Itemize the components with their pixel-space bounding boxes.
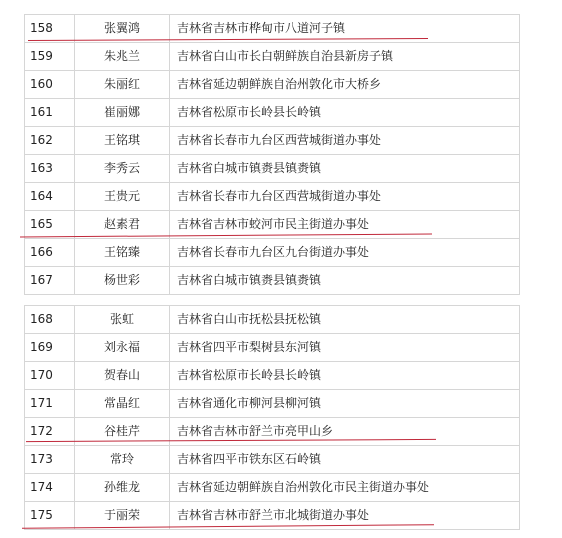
table-row bbox=[25, 446, 520, 474]
address: 吉林省吉林市蛟河市民主街道办事处 bbox=[170, 211, 520, 239]
table-row bbox=[25, 390, 520, 418]
table-row bbox=[25, 418, 520, 446]
row-number: 171 bbox=[25, 390, 75, 418]
address: 吉林省长春市九台区西营城街道办事处 bbox=[170, 127, 520, 155]
row-number: 174 bbox=[25, 474, 75, 502]
person-name: 刘永福 bbox=[75, 334, 170, 362]
person-name: 李秀云 bbox=[75, 155, 170, 183]
person-name: 常晶红 bbox=[75, 390, 170, 418]
table-row bbox=[25, 15, 520, 43]
table-gap bbox=[0, 296, 562, 304]
address: 吉林省白城市镇赉县镇赉镇 bbox=[170, 267, 520, 295]
table-row bbox=[25, 155, 520, 183]
table-row bbox=[25, 43, 520, 71]
row-number: 161 bbox=[25, 99, 75, 127]
roster-table-bottom bbox=[24, 305, 520, 530]
person-name: 常玲 bbox=[75, 446, 170, 474]
address: 吉林省吉林市舒兰市亮甲山乡 bbox=[170, 418, 520, 446]
row-number: 167 bbox=[25, 267, 75, 295]
row-number: 168 bbox=[25, 306, 75, 334]
row-number: 158 bbox=[25, 15, 75, 43]
address: 吉林省白山市长白朝鲜族自治县新房子镇 bbox=[170, 43, 520, 71]
table-row bbox=[25, 99, 520, 127]
table-row bbox=[25, 362, 520, 390]
table-row bbox=[25, 267, 520, 295]
row-number: 173 bbox=[25, 446, 75, 474]
address: 吉林省松原市长岭县长岭镇 bbox=[170, 362, 520, 390]
table-row bbox=[25, 306, 520, 334]
person-name: 贺春山 bbox=[75, 362, 170, 390]
row-number: 166 bbox=[25, 239, 75, 267]
row-number: 162 bbox=[25, 127, 75, 155]
address: 吉林省四平市梨树县东河镇 bbox=[170, 334, 520, 362]
person-name: 孙维龙 bbox=[75, 474, 170, 502]
person-name: 张虹 bbox=[75, 306, 170, 334]
table-row bbox=[25, 334, 520, 362]
table-row bbox=[25, 474, 520, 502]
table-row bbox=[25, 239, 520, 267]
row-number: 172 bbox=[25, 418, 75, 446]
table-row bbox=[25, 127, 520, 155]
row-number: 169 bbox=[25, 334, 75, 362]
address: 吉林省四平市铁东区石岭镇 bbox=[170, 446, 520, 474]
address: 吉林省吉林市桦甸市八道河子镇 bbox=[170, 15, 520, 43]
table-row bbox=[25, 502, 520, 530]
person-name: 杨世彩 bbox=[75, 267, 170, 295]
table-row bbox=[25, 211, 520, 239]
roster-table-top bbox=[24, 14, 520, 295]
person-name: 赵素君 bbox=[75, 211, 170, 239]
person-name: 王铭琪 bbox=[75, 127, 170, 155]
table-row bbox=[25, 183, 520, 211]
row-number: 163 bbox=[25, 155, 75, 183]
person-name: 于丽荣 bbox=[75, 502, 170, 530]
row-number: 175 bbox=[25, 502, 75, 530]
address: 吉林省长春市九台区九台街道办事处 bbox=[170, 239, 520, 267]
address: 吉林省长春市九台区西营城街道办事处 bbox=[170, 183, 520, 211]
person-name: 王贵元 bbox=[75, 183, 170, 211]
person-name: 朱丽红 bbox=[75, 71, 170, 99]
address: 吉林省白山市抚松县抚松镇 bbox=[170, 306, 520, 334]
person-name: 王铭臻 bbox=[75, 239, 170, 267]
row-number: 170 bbox=[25, 362, 75, 390]
address: 吉林省通化市柳河县柳河镇 bbox=[170, 390, 520, 418]
person-name: 崔丽娜 bbox=[75, 99, 170, 127]
address: 吉林省延边朝鲜族自治州敦化市民主街道办事处 bbox=[170, 474, 520, 502]
row-number: 164 bbox=[25, 183, 75, 211]
row-number: 160 bbox=[25, 71, 75, 99]
address: 吉林省松原市长岭县长岭镇 bbox=[170, 99, 520, 127]
person-name: 朱兆兰 bbox=[75, 43, 170, 71]
address: 吉林省白城市镇赉县镇赉镇 bbox=[170, 155, 520, 183]
person-name: 张翼鸿 bbox=[75, 15, 170, 43]
person-name: 谷桂芹 bbox=[75, 418, 170, 446]
row-number: 159 bbox=[25, 43, 75, 71]
row-number: 165 bbox=[25, 211, 75, 239]
address: 吉林省延边朝鲜族自治州敦化市大桥乡 bbox=[170, 71, 520, 99]
address: 吉林省吉林市舒兰市北城街道办事处 bbox=[170, 502, 520, 530]
table-row bbox=[25, 71, 520, 99]
